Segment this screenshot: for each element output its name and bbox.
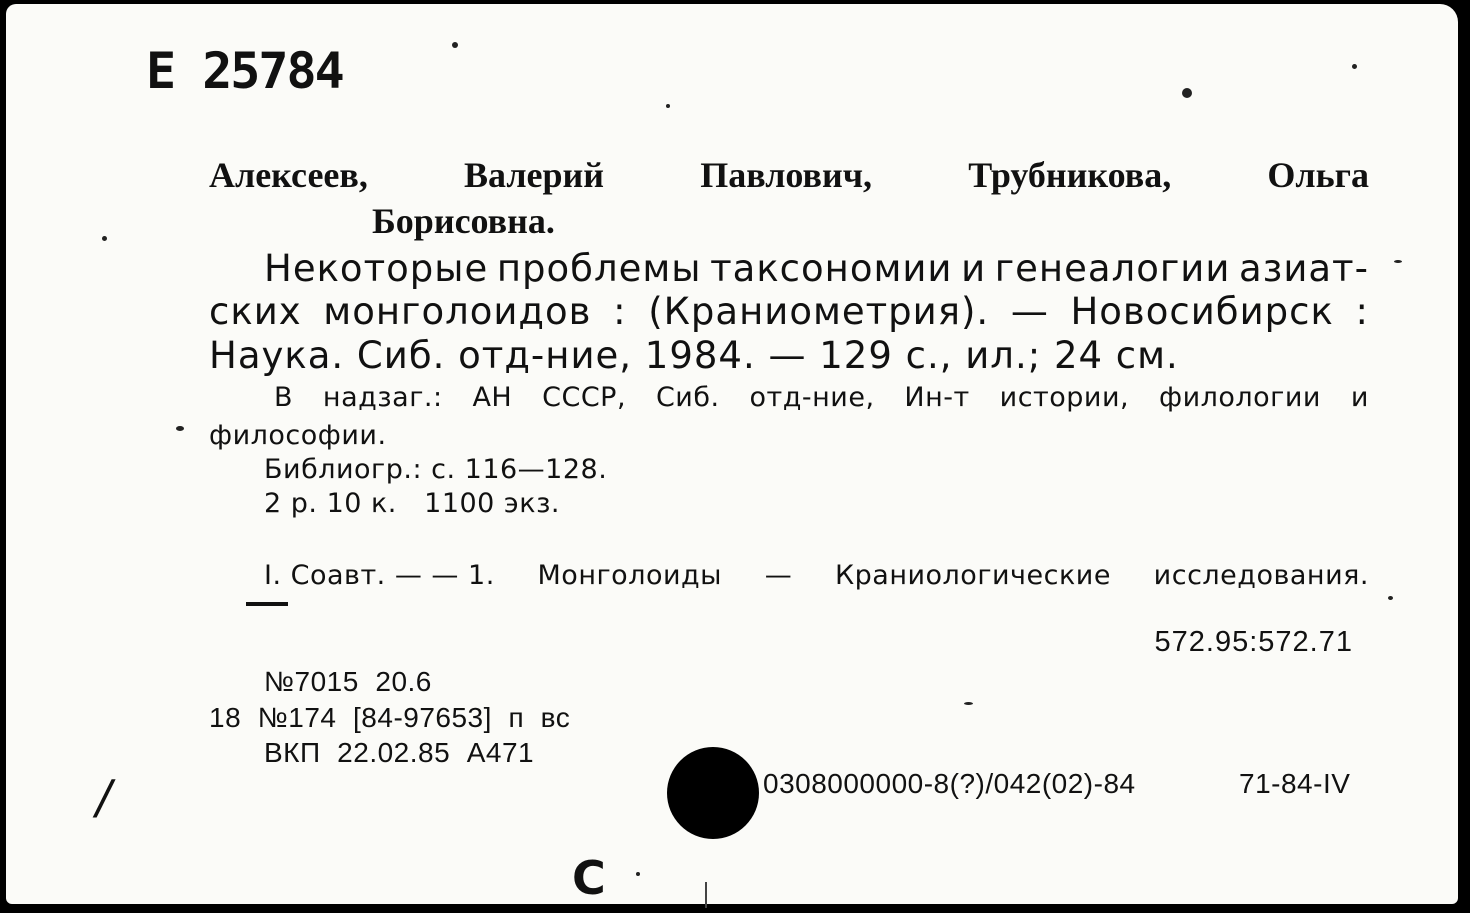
tech-line-2: 18 №174 [84-97653] п вс <box>209 702 571 733</box>
title-word: таксономии <box>710 247 953 290</box>
note-word: Ин-т <box>904 382 970 413</box>
subject-item: — <box>764 560 793 591</box>
subject-item: I. Соавт. — — 1. <box>264 560 495 591</box>
title-word: (Краниометрия). <box>648 290 990 333</box>
speck <box>1352 64 1357 69</box>
note-word: СССР, <box>542 382 627 413</box>
title-word: проблемы <box>496 247 702 290</box>
note-word: филологии <box>1159 382 1321 413</box>
speck <box>1394 260 1402 263</box>
shelfmark: Е 25784 <box>146 42 343 100</box>
note-line-1 <box>274 382 1369 413</box>
underline-mark <box>246 602 288 606</box>
note-word: В <box>274 382 294 413</box>
note-word: АН <box>472 382 513 413</box>
author-word: Трубникова, <box>968 155 1172 195</box>
bibliography-note: Библиогр.: с. 116—128. <box>264 454 608 485</box>
subject-item: Краниологические <box>834 560 1111 591</box>
price-run-note: 2 р. 10 к. 1100 экз. <box>264 488 561 519</box>
speck <box>1182 88 1192 98</box>
speck <box>666 104 670 108</box>
authors-line-1 <box>209 154 1369 196</box>
title-word: ских <box>209 290 302 333</box>
note-word: Сиб. <box>655 382 720 413</box>
author-word: Валерий <box>464 155 605 195</box>
tech-line-1: №7015 20.6 <box>264 666 432 697</box>
title-word: генеалогии <box>994 247 1231 290</box>
speck <box>102 236 107 241</box>
title-word: : <box>613 290 627 333</box>
title-line-1 <box>264 247 1369 290</box>
subject-headings <box>264 560 1369 591</box>
note-word: надзаг.: <box>322 382 443 413</box>
subject-item: Монголоиды <box>537 560 722 591</box>
title-word: Некоторые <box>264 247 489 290</box>
title-word: : <box>1355 290 1369 333</box>
margin-mark: / <box>96 770 112 824</box>
punch-hole <box>667 747 759 839</box>
speck <box>636 872 640 876</box>
title-line-2 <box>209 290 1369 333</box>
corner-mark: С <box>572 851 606 905</box>
speck <box>176 426 184 431</box>
index-code: 71-84-IV <box>1239 768 1351 799</box>
note-line-2: философии. <box>209 420 387 451</box>
title-word: и <box>961 247 987 290</box>
note-word: и <box>1350 382 1369 413</box>
imprint-line: Наука. Сиб. отд-ние, 1984. — 129 с., ил.; 24 см. <box>209 334 1179 377</box>
note-word: истории, <box>999 382 1130 413</box>
subject-item: исследования. <box>1153 560 1369 591</box>
speck <box>964 702 973 705</box>
author-word: Ольга <box>1267 155 1369 195</box>
authors-line-2: Борисовна. <box>372 201 555 241</box>
title-word: — <box>1010 290 1049 333</box>
title-word: монголоидов <box>323 290 592 333</box>
title-word: Новосибирск <box>1070 290 1334 333</box>
note-word: отд-ние, <box>749 382 875 413</box>
author-word: Алексеев, <box>209 155 368 195</box>
card-paper <box>6 4 1458 904</box>
publisher-code: 0308000000-8(?)/042(02)-84 <box>763 768 1136 799</box>
title-word: азиат- <box>1238 247 1369 290</box>
tech-line-3: ВКП 22.02.85 А471 <box>264 737 535 768</box>
edge-tick <box>705 882 707 908</box>
speck <box>1388 596 1393 600</box>
author-word: Павлович, <box>700 155 872 195</box>
udc-code: 572.95:572.71 <box>1154 626 1353 658</box>
speck <box>452 42 458 48</box>
